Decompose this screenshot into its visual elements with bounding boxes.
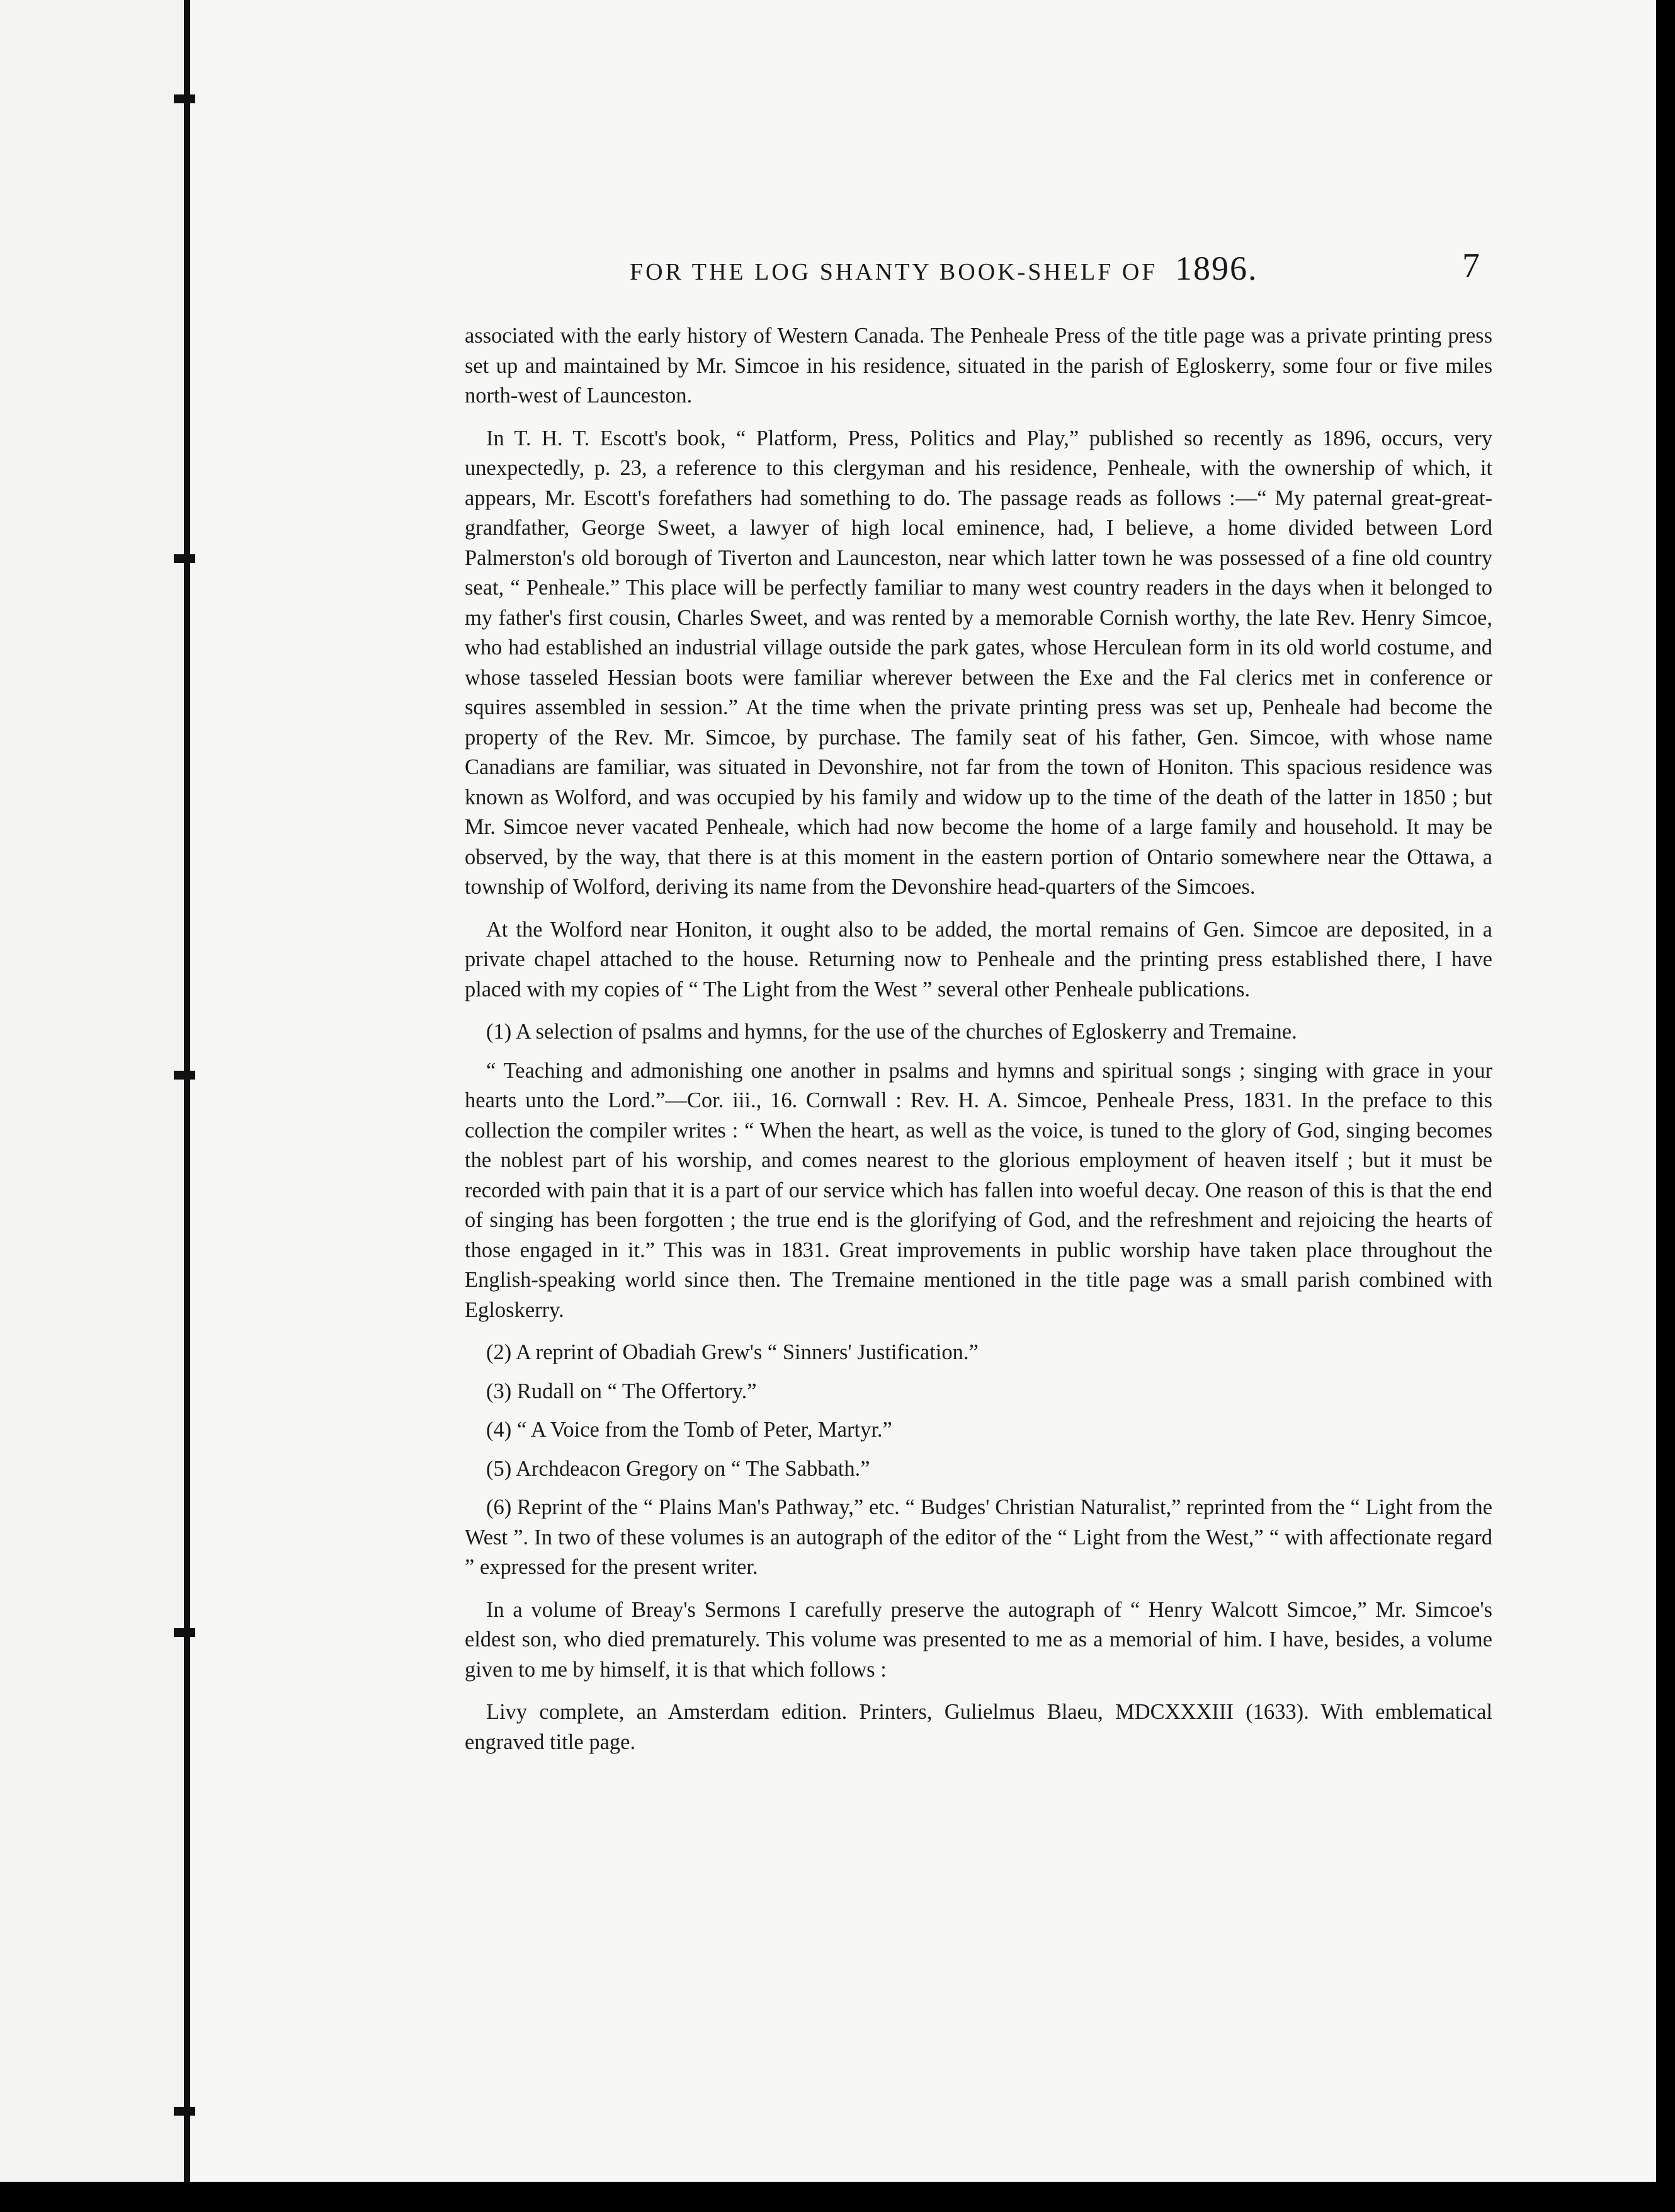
- page-number: 7: [1462, 246, 1480, 285]
- paragraph: In T. H. T. Escott's book, “ Platform, Press, Politics and Play,” published so recently as 1896, occurs, very unexpectedly, p. 23, a reference to this clergyman and his residence, Penheale, with the ownership of which, it appears, Mr. Escott's forefathers had something to do. The passage reads as follows :—“ My paternal great-great-grandfather, George Sweet, a lawyer of high local eminence, had, I believe, a home divided between Lord Palmerston's old borough of Tiverton and Launceston, near which latter town he was possessed of a fine old country seat, “ Penheale.” This place will be perfectly familiar to many west country readers in the days when it belonged to my father's first cousin, Charles Sweet, and was rented by a memorable Cornish worthy, the late Rev. Henry Simcoe, who had established an industrial village outside the park gates, whose Herculean form in its old world costume, and whose tasseled Hessian boots were familiar wherever between the Exe and the Fal clerics met in conference or squires assembled in session.” At the time when the private printing press was set up, Penheale had become the property of the Rev. Mr. Simcoe, by purchase. The family seat of his father, Gen. Simcoe, with whose name Canadians are familiar, was situated in Devonshire, not far from the town of Honiton. This spacious residence was known as Wolford, and was occupied by his family and widow up to the time of the death of the latter in 1850 ; but Mr. Simcoe never vacated Penheale, which had now become the home of a large family and household. It may be observed, by the way, that there is at this moment in the eastern portion of Ontario somewhere near the Ottawa, a township of Wolford, deriving its name from the Devonshire head-quarters of the Simcoes.: [465, 426, 1492, 899]
- left-margin: [0, 0, 189, 2212]
- list-item: (6) Reprint of the “ Plains Man's Pathway,” etc. “ Budges' Christian Naturalist,” reprinted from the “ Light from the West ”. In two of these volumes is an autograph of the editor of the “ Light from the West,” “ with affectionate regard ” expressed for the present writer.: [465, 1495, 1492, 1579]
- body-text: [465, 321, 1492, 1757]
- list-item: (4) “ A Voice from the Tomb of Peter, Martyr.”: [486, 1418, 892, 1442]
- paragraph: “ Teaching and admonishing one another in psalms and hymns and spiritual songs ; singing with grace in your hearts unto the Lord.”—Cor. iii., 16. Cornwall : Rev. H. A. Simcoe, Penheale Press, 1831. In the preface to this collection the compiler writes : “ When the heart, as well as the voice, is tuned to the glory of God, singing becomes the noblest part of his worship, and comes nearest to the glorious employment of heaven itself ; but it must be recorded with pain that it is a part of our service which has fallen into woeful decay. One reason of this is that the end of singing has been forgotten ; the true end is the glorifying of God, and the refreshment and rejoicing the hearts of those engaged in it.” This was in 1831. Great improvements in public worship have taken place throughout the English-speaking world since then. The Tremaine mentioned in the title page was a small parish combined with Egloskerry.: [465, 1058, 1492, 1322]
- running-head-title: FOR THE LOG SHANTY BOOK-SHELF OF: [630, 259, 1158, 285]
- binding-tick: [174, 1071, 195, 1080]
- scan-edge-right: [1656, 0, 1675, 2212]
- scan-edge-bottom: [0, 2182, 1675, 2212]
- list-item: (3) Rudall on “ The Offertory.”: [486, 1379, 757, 1403]
- paragraph: associated with the early history of Western Canada. The Penheale Press of the title page was a private printing press set up and maintained by Mr. Simcoe in his residence, situated in the parish of Egloskerry, some four or five miles north-west of Launceston.: [465, 324, 1492, 408]
- list-item: (5) Archdeacon Gregory on “ The Sabbath.”: [486, 1456, 870, 1481]
- paragraph: In a volume of Breay's Sermons I carefully preserve the autograph of “ Henry Walcott Simcoe,” Mr. Simcoe's eldest son, who died prematurely. This volume was presented to me as a memorial of him. I have, besides, a volume given to me by himself, it is that which follows :: [465, 1597, 1492, 1682]
- paragraph: At the Wolford near Honiton, it ought also to be added, the mortal remains of Gen. Simcoe are deposited, in a private chapel attached to the house. Returning now to Penheale and the printing press established there, I have placed with my copies of “ The Light from the West ” several other Penheale publications.: [465, 917, 1492, 1001]
- paragraph: Livy complete, an Amsterdam edition. Printers, Gulielmus Blaeu, MDCXXXIII (1633). With emblematical engraved title page.: [465, 1700, 1492, 1754]
- binding-tick: [174, 554, 195, 563]
- running-head: [630, 249, 1258, 288]
- list-item: (1) A selection of psalms and hymns, for the use of the churches of Egloskerry and Tremaine.: [486, 1020, 1297, 1044]
- binding-tick: [174, 94, 195, 103]
- binding-line: [184, 0, 190, 2212]
- list-item: (2) A reprint of Obadiah Grew's “ Sinners' Justification.”: [486, 1340, 979, 1364]
- binding-tick: [174, 1628, 195, 1637]
- binding-tick: [174, 2107, 195, 2116]
- running-head-year: 1896.: [1174, 249, 1258, 287]
